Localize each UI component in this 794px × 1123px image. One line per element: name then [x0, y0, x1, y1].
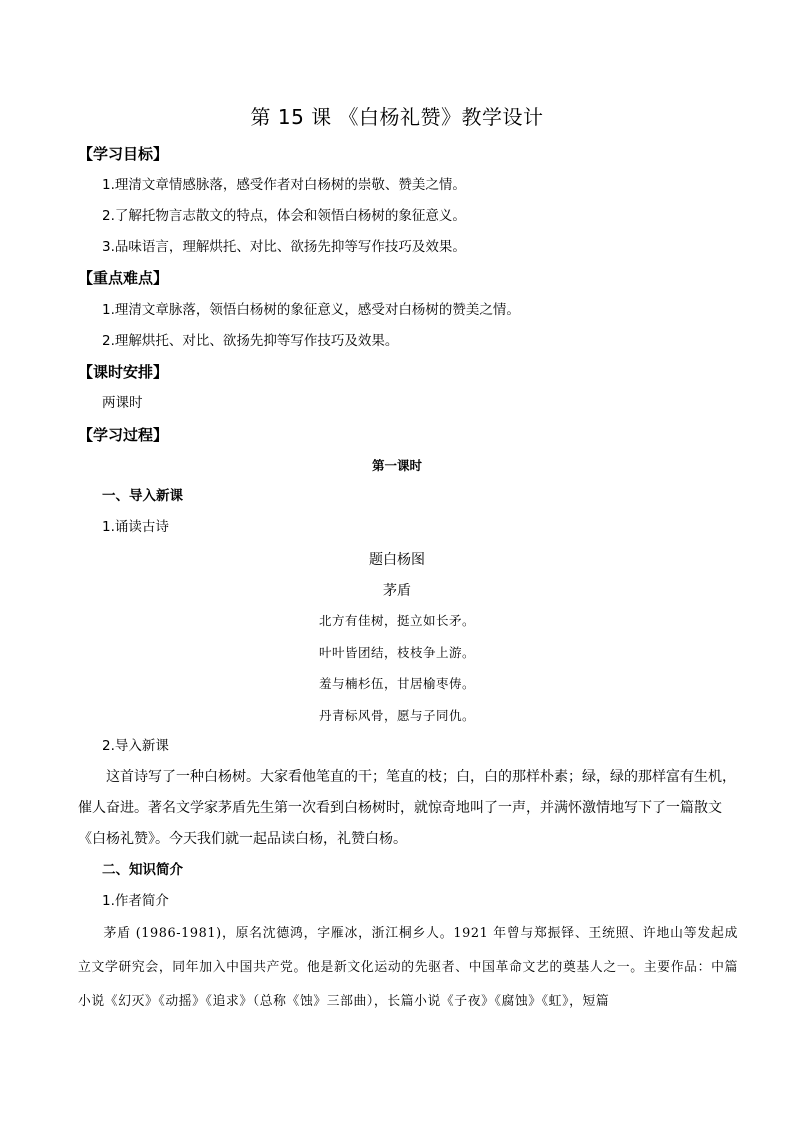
poem-title: 题白杨图 — [369, 552, 425, 568]
item-heading: 1.诵读古诗 — [102, 519, 169, 535]
poem-author: 茅盾 — [383, 583, 411, 599]
item-heading: 2.导入新课 — [102, 738, 169, 754]
document-title: 第 15 课 《白杨礼赞》教学设计 — [250, 105, 544, 129]
key-points-heading: 【重点难点】 — [78, 269, 169, 287]
author-paragraph: 茅盾 (1986-1981)，原名沈德鸿，字雁冰，浙江桐乡人。1921 年曾与郑振铎、王统照、许地山等发起成立文学研究会，同年加入中国共产党。他是新文化运动的先驱者、中国革命文艺的奠基人之一。主要作品：中篇小说《幻灭》《动摇》《追求》（总称《蚀》三部曲），长篇小说《子夜》《腐蚀》《虹》，短篇 — [78, 926, 738, 1009]
schedule-value: 两课时 — [102, 395, 143, 411]
lesson-title: 第一课时 — [371, 458, 422, 473]
key-point-item: 1.理清文章脉落，领悟白杨树的象征意义，感受对白杨树的赞美之情。 — [102, 302, 520, 318]
goal-item: 2.了解托物言志散文的特点，体会和领悟白杨树的象征意义。 — [102, 208, 466, 224]
goal-item: 1.理清文章情感脉落，感受作者对白杨树的崇敬、赞美之情。 — [102, 177, 466, 193]
section-heading: 一、导入新课 — [102, 488, 183, 504]
process-heading: 【学习过程】 — [78, 426, 169, 444]
poem-line: 羞与楠杉伍，甘居榆枣俦。 — [318, 676, 475, 691]
poem-line: 丹青标风骨，愿与子同仇。 — [318, 708, 475, 723]
key-point-item: 2.理解烘托、对比、欲扬先抑等写作技巧及效果。 — [102, 333, 399, 349]
section-heading: 二、知识简介 — [102, 862, 183, 878]
intro-paragraph: 这首诗写了一种白杨树。大家看他笔直的干；笔直的枝；白，白的那样朴素；绿，绿的那样富有生机，催人奋进。著名文学家茅盾先生第一次看到白杨树时，就惊奇地叫了一声，并满怀激情地写下了一篇散文《白杨礼赞》。今天我们就一起品读白杨，礼赞白杨。 — [78, 769, 736, 847]
goal-item: 3.品味语言，理解烘托、对比、欲扬先抑等写作技巧及效果。 — [102, 239, 466, 255]
goals-heading: 【学习目标】 — [78, 145, 169, 163]
poem-line: 叶叶皆团结，枝枝争上游。 — [318, 645, 475, 660]
schedule-heading: 【课时安排】 — [78, 363, 169, 381]
item-heading: 1.作者简介 — [102, 893, 169, 909]
poem-line: 北方有佳树，挺立如长矛。 — [318, 613, 475, 628]
